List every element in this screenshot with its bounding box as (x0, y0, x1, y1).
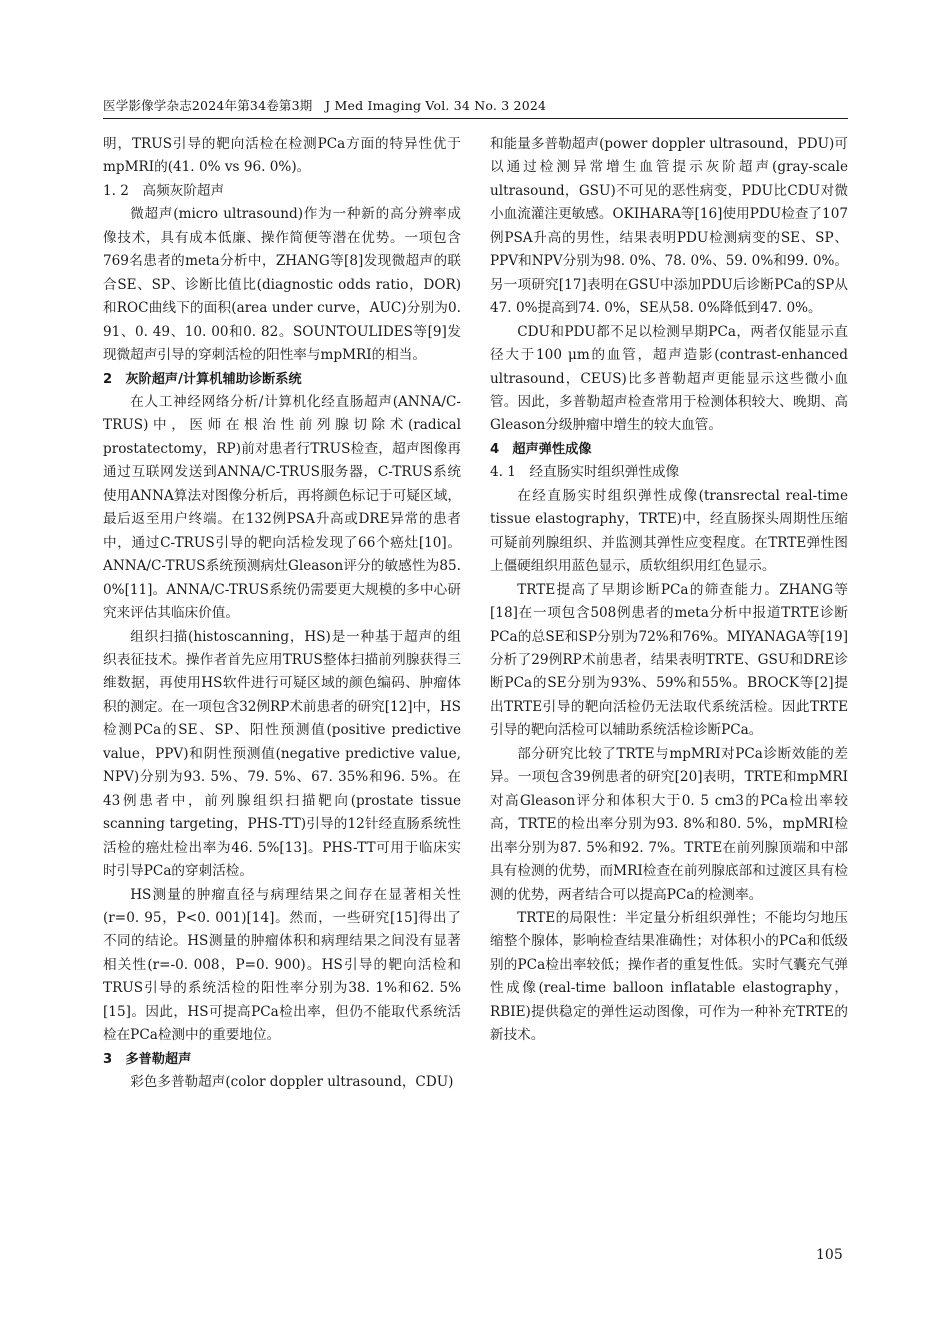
paragraph: 彩色多普勒超声(color doppler ultrasound，CDU) (130, 1074, 454, 1091)
paragraph: 部分研究比较了TRTE与mpMRI对PCa诊断效能的差异。一项包含39例患者的研究[20]表明，TRTE和mpMRI对高Gleason评分和体积大于0. 5 cm3的PCa检出率较高，TRTE的检出率分别为93. 8%和80. 5%，mpMRI检出率分别为87. 5%和92. 7%。TRTE在前列腺顶端和中部具有检测的优势，而MRI检查在前列腺底部和过渡区具有检测的优势，两者结合可以提高PCa的检测率。 (490, 745, 848, 903)
subsection-heading: 4. 1 经直肠实时组织弹性成像 (490, 464, 680, 481)
running-header: 医学影像学杂志2024年第34卷第3期 J Med Imaging Vol. 34 No. 3 2024 (103, 98, 547, 113)
section-heading: 2 灰阶超声/计算机辅助诊断系统 (103, 371, 302, 387)
paragraph: 组织扫描(histoscanning，HS)是一种基于超声的组织表征技术。操作者首先应用TRUS整体扫描前列腺获得三维数据，再使用HS软件进行可疑区域的颜色编码、肿瘤体积的测定。在一项包含32例RP术前患者的研究[12]中，HS检测PCa的SE、SP、阳性预测值(positive predictive value，PPV)和阴性预测值(negative predictive value, NPV)分别为93. 5%、79. 5%、67. 35%和96. 5%。在43例患者中，前列腺组织扫描靶向(prostate tissue scanning targeting，PHS-TT)引导的12针经直肠系统性活检的癌灶检出率为46. 5%[13]。PHS-TT可用于临床实时引导PCa的穿刺活检。 (103, 628, 461, 880)
paragraph: CDU和PDU都不足以检测早期PCa，两者仅能显示直径大于100 μm的血管，超声造影(contrast-enhanced ultrasound，CEUS)比多普勒超声更能显示这些微小血管。因此，多普勒超声检查常用于检测体积较大、晚期、高Gleason分级肿瘤中增生的较大血管。 (490, 323, 848, 434)
section-heading: 3 多普勒超声 (103, 1051, 192, 1067)
paragraph: TRTE的局限性：半定量分析组织弹性；不能均匀地压缩整个腺体，影响检查结果准确性；对体积小的PCa和低级别的PCa检出率较低；操作者的重复性低。实时气囊充气弹性成像(real-time balloon inflatable elastography，RBIE)提供稳定的弹性运动图像，可作为一种补充TRTE的新技术。 (490, 909, 848, 1044)
left-column (103, 133, 461, 1095)
paragraph: 微超声(micro ultrasound)作为一种新的高分辨率成像技术，具有成本低廉、操作简便等潜在优势。一项包含769名患者的meta分析中，ZHANG等[8]发现微超声的联合SE、SP、诊断比值比(diagnostic odds ratio，DOR)和ROC曲线下的面积(area under curve，AUC)分别为0. 91、0. 49、10. 00和0. 82。SOUNTOULIDES等[9]发现微超声引导的穿刺活检的阳性率与mpMRI的相当。 (103, 206, 461, 364)
header-rule (103, 118, 848, 119)
right-column (490, 133, 848, 1048)
paragraph: HS测量的肿瘤直径与病理结果之间存在显著相关性(r=0. 95，P<0. 001)[14]。然而，一些研究[15]得出了不同的结论。HS测量的肿瘤体积和病理结果之间没有显著相关性(r=-0. 008，P=0. 900)。HS引导的靶向活检和TRUS引导的系统活检的阳性率分别为38. 1%和62. 5%[15]。因此，HS可提高PCa检出率，但仍不能取代系统活检在PCa检测中的重要地位。 (103, 886, 461, 1044)
page-number: 105 (816, 1247, 843, 1263)
section-heading: 4 超声弹性成像 (490, 441, 592, 457)
paragraph: 在人工神经网络分析/计算机化经直肠超声(ANNA/C-TRUS)中，医师在根治性前列腺切除术(radical prostatectomy，RP)前对患者行TRUS检查，超声图像再通过互联网发送到ANNA/C-TRUS服务器，C-TRUS系统使用ANNA算法对图像分析后，再将颜色标记于可疑区域，最后返至用户终端。在132例PSA升高或DRE异常的患者中，通过C-TRUS引导的靶向活检发现了66个癌灶[10]。ANNA/C-TRUS系统预测病灶Gleason评分的敏感性为85. 0%[11]。ANNA/C-TRUS系统仍需要更大规模的多中心研究来评估其临床价值。 (103, 393, 461, 622)
paragraph: 在经直肠实时组织弹性成像(transrectal real-time tissue elastography，TRTE)中，经直肠探头周期性压缩可疑前列腺组织、并监测其弹性应变程度。在TRTE弹性图上僵硬组织用蓝色显示，质软组织用红色显示。 (490, 487, 848, 575)
subsection-heading: 1. 2 高频灰阶超声 (103, 182, 225, 199)
paragraph: TRTE提高了早期诊断PCa的筛查能力。ZHANG等[18]在一项包含508例患者的meta分析中报道TRTE诊断PCa的总SE和SP分别为72%和76%。MIYANAGA等[19]分析了29例RP术前患者，结果表明TRTE、GSU和DRE诊断PCa的SE分别为93%、59%和55%。BROCK等[2]提出TRTE引导的靶向活检仍无法取代系统活检。因此TRTE引导的靶向活检可以辅助系统活检诊断PCa。 (490, 581, 848, 739)
paragraph: 明，TRUS引导的靶向活检在检测PCa方面的特异性优于mpMRI的(41. 0% vs 96. 0%)。 (103, 136, 461, 176)
paragraph: 和能量多普勒超声(power doppler ultrasound，PDU)可以通过检测异常增生血管提示灰阶超声(gray-scale ultrasound，GSU)不可见的恶性病变，PDU比CDU对微小血流灌注更敏感。OKIHARA等[16]使用PDU检查了107例PSA升高的男性，结果表明PDU检测病变的SE、SP、PPV和NPV分别为98. 0%、78. 0%、59. 0%和99. 0%。另一项研究[17]表明在GSU中添加PDU后诊断PCa的SP从47. 0%提高到74. 0%，SE从58. 0%降低到47. 0%。 (490, 136, 848, 317)
